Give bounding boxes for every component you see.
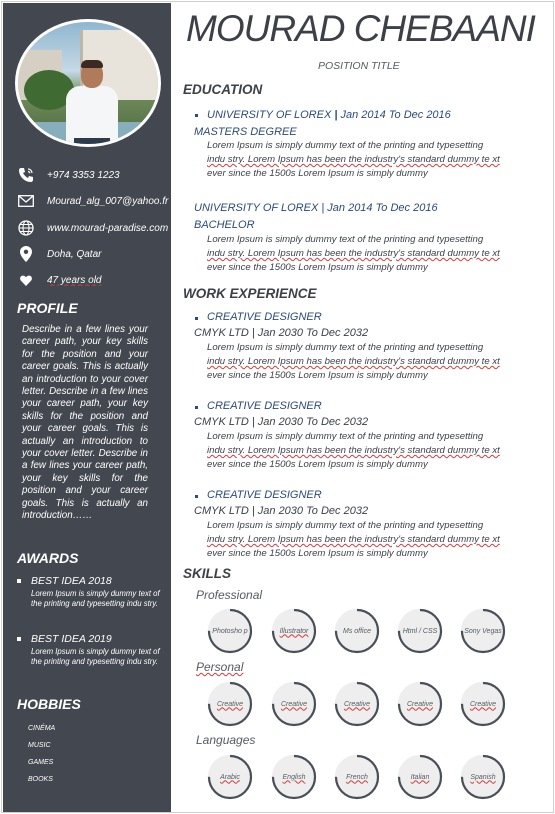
skill-label: Ms office (342, 627, 371, 635)
award-item (17, 633, 167, 667)
skill-label: Spanish (470, 773, 496, 781)
phone-icon (17, 166, 35, 184)
hobbies-title: HOBBIES (17, 696, 81, 712)
skill-label: Creative (469, 700, 497, 708)
job-company: CMYK LTD | Jan 2030 To Dec 2032 (194, 327, 369, 339)
skill-ring (270, 680, 318, 728)
contact-website-text[interactable]: www.mourad-paradise.com (47, 222, 169, 234)
skill-ring (206, 680, 254, 728)
education-school: UNIVERSITY OF LOREX | Jan 2014 To Dec 2016 (194, 202, 438, 214)
contact-location (17, 244, 173, 264)
award-item (17, 575, 167, 609)
skill-label: Html / CSS (402, 627, 438, 635)
skill-label: Creative (216, 700, 244, 708)
contact-website[interactable] (17, 218, 173, 238)
skill-ring (459, 680, 507, 728)
skill-ring (459, 753, 507, 801)
skill-ring (333, 607, 381, 655)
skill-label: French (346, 773, 368, 781)
job-description: Lorem Ipsum is simply dummy text of the printing and typesetting indu stry. Lorem Ipsum has been the industry's standard dummy te xt ever since the 1500s Lorem Ipsum is simply dummy (207, 520, 500, 559)
skill-ring (396, 607, 444, 655)
profile-text: Describe in a few lines your career path, your key skills for the position and your career goals. This is actually an introduction to your cover letter. Describe in a few lines your career path, your key skills for the position and your career goals. This is actually an introduction to your cover letter. Describe in a few lines your career path, your key skills for the position and your career goals. This is actually an introduction…… (22, 324, 148, 522)
bullet-icon (195, 114, 198, 117)
education-description: Lorem Ipsum is simply dummy text of the printing and typesetting indu stry. Lorem Ipsum has been the industry's standard dummy te xt ever since the 1500s Lorem Ipsum is simply dummy (207, 234, 500, 273)
education-description: Lorem Ipsum is simply dummy text of the printing and typesetting indu stry. Lorem Ipsum has been the industry's standard dummy te xt ever since the 1500s Lorem Ipsum is simply dummy (207, 140, 500, 179)
skill-label: Creative (343, 700, 371, 708)
contact-email[interactable] (17, 191, 173, 211)
bullet-icon (195, 406, 198, 409)
job-company: CMYK LTD | Jan 2030 To Dec 2032 (194, 505, 369, 517)
skill-ring (270, 753, 318, 801)
skill-ring (206, 753, 254, 801)
bullet-icon (17, 637, 21, 641)
skill-group-professional: Professional (196, 588, 263, 602)
profile-photo (15, 19, 161, 147)
skill-ring (396, 680, 444, 728)
award-desc: Lorem Ipsum is simply dummy text of the printing and typesetting indu stry. (31, 647, 160, 666)
job-company: CMYK LTD | Jan 2030 To Dec 2032 (194, 416, 369, 428)
contact-email-text[interactable]: Mourad_alg_007@yahoo.fr (47, 195, 169, 207)
email-icon (17, 192, 35, 210)
skill-ring (270, 607, 318, 655)
education-title: EDUCATION (183, 82, 263, 97)
position-title: POSITION TITLE (318, 60, 400, 72)
profile-title: PROFILE (17, 300, 78, 316)
education-degree: BACHELOR (194, 219, 255, 231)
skill-label: Photosho p (212, 627, 248, 635)
skill-ring (333, 680, 381, 728)
skill-ring (333, 753, 381, 801)
education-school: UNIVERSITY OF LOREX | Jan 2014 To Dec 2016 (207, 109, 451, 121)
work-experience-title: WORK EXPERIENCE (183, 286, 317, 301)
bullet-icon (17, 579, 21, 583)
skill-label: Creative (406, 700, 434, 708)
awards-title: AWARDS (17, 550, 79, 566)
job-role: CREATIVE DESIGNER (207, 489, 322, 501)
skill-label: English (282, 773, 306, 781)
skill-ring (396, 753, 444, 801)
contact-phone-text: +974 3353 1223 (47, 169, 120, 181)
award-title: BEST IDEA 2019 (31, 633, 112, 645)
candidate-name: MOURAD CHEBAANI (186, 8, 535, 49)
sidebar (3, 3, 171, 812)
contact-phone (17, 165, 173, 185)
job-role: CREATIVE DESIGNER (207, 311, 322, 323)
skill-label: Illustrator (279, 627, 309, 635)
bullet-icon (195, 495, 198, 498)
skill-label: Italian (410, 773, 430, 781)
skill-label: Sony Vegas (464, 627, 502, 635)
skill-group-personal: Personal (196, 660, 244, 674)
skill-ring (459, 607, 507, 655)
job-description: Lorem Ipsum is simply dummy text of the printing and typesetting indu stry. Lorem Ipsum has been the industry's standard dummy te xt ever since the 1500s Lorem Ipsum is simply dummy (207, 431, 500, 470)
bullet-icon (195, 317, 198, 320)
job-role: CREATIVE DESIGNER (207, 400, 322, 412)
award-title: BEST IDEA 2018 (31, 575, 112, 587)
globe-icon (17, 219, 35, 237)
skills-title: SKILLS (183, 566, 232, 581)
heart-icon (17, 271, 35, 289)
skill-label: Creative (280, 700, 308, 708)
contact-age-text: 47 years old (47, 274, 102, 286)
location-icon (17, 245, 35, 263)
hobby-item: CINÉMA (28, 725, 56, 732)
skill-ring (206, 607, 254, 655)
hobby-item: GAMES (28, 759, 54, 766)
skill-group-languages: Languages (196, 733, 256, 747)
skill-label: Arabic (220, 773, 240, 781)
job-description: Lorem Ipsum is simply dummy text of the printing and typesetting indu stry. Lorem Ipsum has been the industry's standard dummy te xt ever since the 1500s Lorem Ipsum is simply dummy (207, 342, 500, 381)
contact-location-text: Doha, Qatar (47, 248, 102, 260)
hobby-item: MUSIC (28, 742, 51, 749)
hobby-item: BOOKS (28, 776, 53, 783)
contact-age (17, 270, 173, 290)
award-desc: Lorem Ipsum is simply dummy text of the printing and typesetting indu stry. (31, 589, 160, 608)
education-degree: MASTERS DEGREE (194, 126, 297, 138)
